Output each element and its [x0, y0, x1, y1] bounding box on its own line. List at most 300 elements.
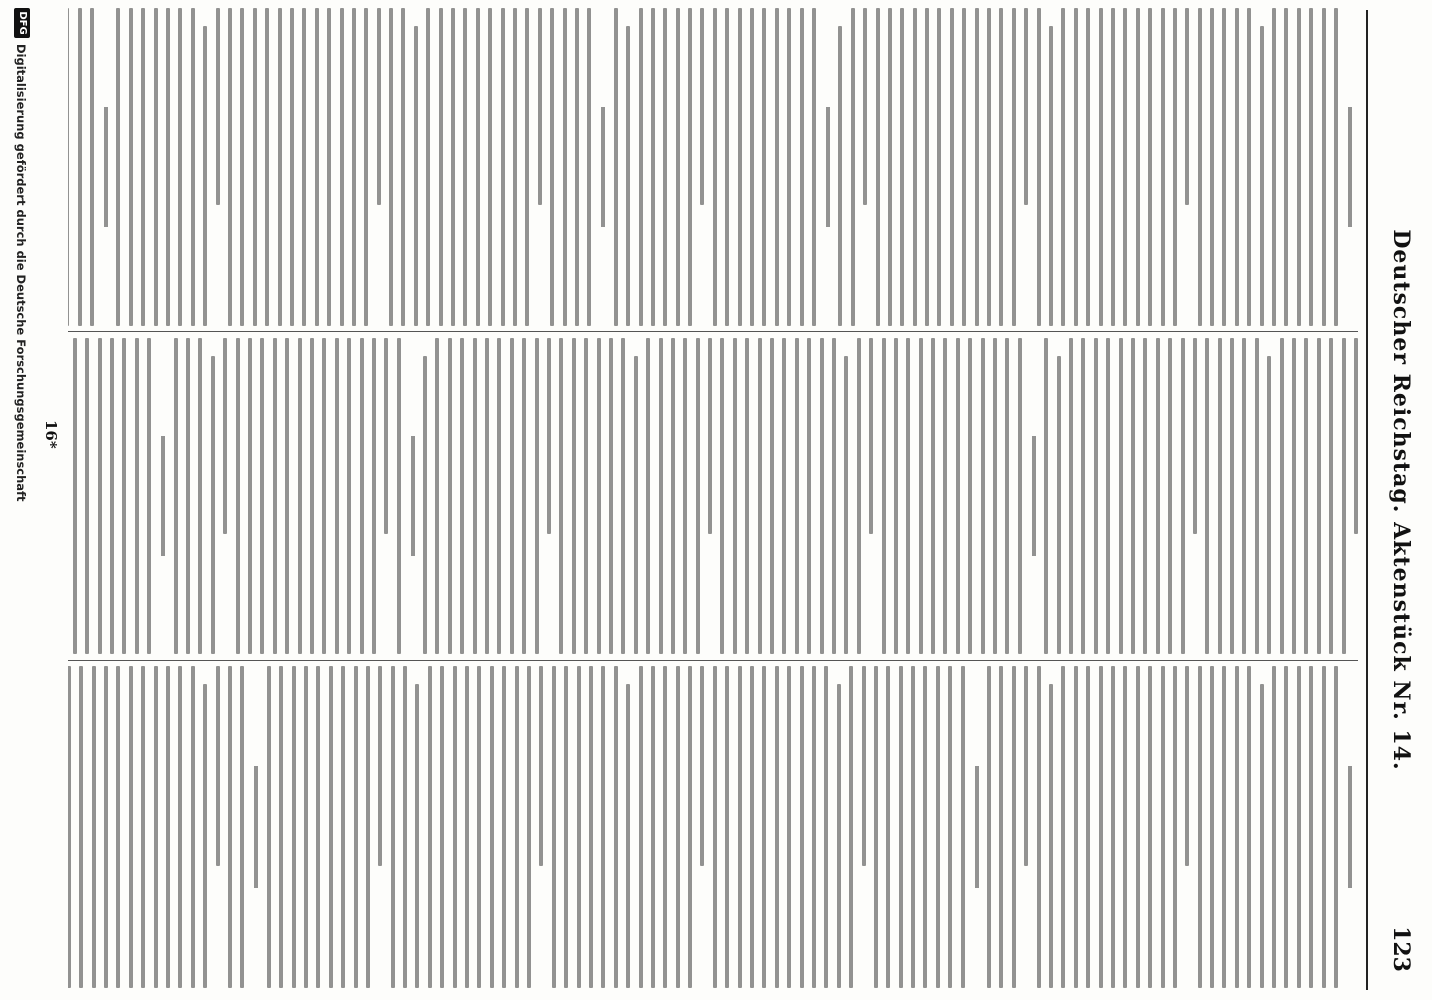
text-line-placeholder [166, 666, 170, 988]
text-line-placeholder [1218, 338, 1222, 654]
text-line-placeholder [713, 8, 717, 326]
text-line-placeholder [525, 8, 529, 326]
text-line-placeholder [820, 338, 824, 654]
text-line-placeholder [968, 338, 972, 654]
text-line-placeholder [899, 666, 903, 988]
text-line-placeholder [463, 8, 467, 326]
text-line-placeholder [154, 8, 158, 326]
text-line-placeholder [1131, 338, 1135, 654]
text-line-placeholder [490, 666, 494, 988]
text-line-placeholder [290, 8, 294, 326]
dfg-logo: DFG [14, 8, 30, 38]
section-heading-placeholder [601, 107, 605, 228]
text-line-placeholder [329, 666, 333, 988]
text-line-placeholder [683, 338, 687, 654]
text-line-placeholder [1037, 8, 1041, 326]
text-line-placeholder [869, 338, 873, 534]
text-line-placeholder [372, 338, 376, 654]
text-line-placeholder [397, 338, 401, 654]
text-line-placeholder [240, 666, 244, 988]
text-line-placeholder [863, 8, 867, 205]
section-heading-placeholder [161, 436, 165, 556]
text-line-placeholder [1074, 8, 1078, 326]
text-line-placeholder [166, 8, 170, 326]
text-line-placeholder [1057, 356, 1061, 654]
section-heading-placeholder [1032, 436, 1036, 556]
text-line-placeholder [1099, 8, 1103, 326]
text-line-placeholder [1272, 8, 1276, 326]
section-heading-placeholder [104, 107, 108, 228]
text-line-placeholder [563, 8, 567, 326]
text-line-placeholder [837, 684, 841, 988]
text-line-placeholder [216, 8, 220, 205]
text-line-placeholder [1292, 338, 1296, 654]
text-line-placeholder [98, 338, 102, 654]
text-line-placeholder [671, 338, 675, 654]
text-line-placeholder [1119, 338, 1123, 654]
text-line-placeholder [886, 666, 890, 988]
text-line-placeholder [310, 338, 314, 654]
text-line-placeholder [931, 338, 935, 654]
text-line-placeholder [515, 666, 519, 988]
text-line-placeholder [460, 338, 464, 654]
text-line-placeholder [770, 338, 774, 654]
text-line-placeholder [285, 338, 289, 654]
text-line-placeholder [279, 666, 283, 988]
text-line-placeholder [876, 8, 880, 326]
text-line-placeholder [626, 26, 630, 326]
text-line-placeholder [626, 684, 630, 988]
text-line-placeholder [1173, 666, 1177, 988]
text-line-placeholder [688, 8, 692, 326]
text-line-placeholder [1334, 666, 1338, 988]
text-line-placeholder [787, 666, 791, 988]
text-line-placeholder [68, 666, 71, 988]
text-line-placeholder [924, 666, 928, 988]
text-line-placeholder [1342, 338, 1346, 654]
text-line-placeholder [316, 666, 320, 988]
text-line-placeholder [228, 8, 232, 326]
text-line-placeholder [141, 666, 145, 988]
text-line-placeholder [999, 666, 1003, 988]
text-line-placeholder [1222, 666, 1226, 988]
text-line-placeholder [1173, 8, 1177, 326]
text-line-placeholder [961, 666, 965, 988]
text-line-placeholder [502, 666, 506, 988]
text-line-placeholder [341, 666, 345, 988]
text-line-placeholder [733, 338, 737, 654]
text-line-placeholder [340, 8, 344, 326]
text-line-placeholder [849, 666, 853, 988]
text-line-placeholder [720, 338, 724, 654]
text-line-placeholder [838, 26, 842, 326]
text-line-placeholder [141, 8, 145, 326]
text-line-placeholder [614, 8, 618, 326]
text-line-placeholder [453, 666, 457, 988]
text-line-placeholder [174, 338, 178, 654]
text-line-placeholder [123, 338, 127, 654]
text-line-placeholder [191, 8, 195, 326]
text-line-placeholder [775, 8, 779, 326]
text-line-placeholder [378, 666, 382, 866]
text-line-placeholder [725, 8, 729, 326]
text-line-placeholder [1235, 8, 1239, 326]
signature-mark: 16* [42, 420, 60, 449]
text-line-placeholder [1037, 666, 1041, 988]
text-line-placeholder [1297, 666, 1301, 988]
text-line-placeholder [364, 8, 368, 326]
text-line-placeholder [1148, 666, 1152, 988]
text-line-placeholder [614, 666, 618, 988]
header-rule [1366, 10, 1368, 990]
text-line-placeholder [178, 666, 182, 988]
text-line-placeholder [377, 8, 381, 205]
text-line-placeholder [327, 8, 331, 326]
text-line-placeholder [322, 338, 326, 654]
text-line-placeholder [663, 666, 667, 988]
text-line-placeholder [1205, 338, 1209, 654]
text-line-placeholder [1222, 8, 1226, 326]
text-line-placeholder [750, 8, 754, 326]
text-line-placeholder [762, 666, 766, 988]
text-line-placeholder [913, 8, 917, 326]
text-line-placeholder [900, 8, 904, 326]
text-line-placeholder [451, 8, 455, 326]
text-line-placeholder [440, 666, 444, 988]
text-line-placeholder [987, 666, 991, 988]
column-divider [68, 660, 1358, 661]
text-line-placeholder [575, 8, 579, 326]
text-line-placeholder [1354, 338, 1358, 534]
text-column-right [68, 666, 1358, 988]
text-line-placeholder [539, 666, 543, 866]
text-line-placeholder [800, 8, 804, 326]
text-line-placeholder [601, 666, 605, 988]
text-line-placeholder [851, 8, 855, 326]
text-line-placeholder [423, 356, 427, 654]
text-line-placeholder [110, 338, 114, 654]
text-line-placeholder [1168, 338, 1172, 654]
column-divider [68, 331, 1358, 332]
text-line-placeholder [1049, 684, 1053, 988]
text-line-placeholder [787, 8, 791, 326]
text-line-placeholder [278, 8, 282, 326]
text-line-placeholder [738, 666, 742, 988]
text-line-placeholder [1210, 666, 1214, 988]
text-line-placeholder [646, 338, 650, 654]
text-line-placeholder [236, 338, 240, 654]
text-line-placeholder [688, 666, 692, 988]
text-line-placeholder [800, 666, 804, 988]
text-line-placeholder [874, 666, 878, 988]
section-heading-placeholder [1348, 766, 1352, 888]
text-line-placeholder [265, 8, 269, 326]
text-line-placeholder [538, 8, 542, 205]
text-line-placeholder [73, 338, 77, 654]
text-line-placeholder [738, 8, 742, 326]
text-line-placeholder [360, 338, 364, 654]
text-line-placeholder [700, 8, 704, 205]
text-line-placeholder [572, 338, 576, 654]
text-line-placeholder [1304, 338, 1308, 654]
text-line-placeholder [1322, 8, 1326, 326]
text-line-placeholder [981, 338, 985, 654]
text-line-placeholder [104, 666, 108, 988]
text-line-placeholder [676, 666, 680, 988]
text-line-placeholder [584, 338, 588, 654]
text-line-placeholder [1185, 666, 1189, 866]
text-line-placeholder [117, 666, 121, 988]
header-title: Deutscher Reichstag. Aktenstück Nr. 14. [1388, 229, 1414, 771]
text-line-placeholder [993, 338, 997, 654]
text-line-placeholder [919, 338, 923, 654]
text-line-placeholder [501, 8, 505, 326]
text-line-placeholder [1247, 666, 1251, 988]
text-line-placeholder [857, 338, 861, 654]
text-line-placeholder [1018, 338, 1022, 654]
text-line-placeholder [129, 8, 133, 326]
text-line-placeholder [1024, 666, 1028, 866]
text-line-placeholder [1284, 8, 1288, 326]
text-line-placeholder [1235, 666, 1239, 988]
section-heading-placeholder [975, 766, 979, 888]
text-line-placeholder [651, 8, 655, 326]
text-line-placeholder [85, 338, 89, 654]
text-line-placeholder [1136, 666, 1140, 988]
text-column-left [68, 8, 1358, 326]
text-line-placeholder [1309, 8, 1313, 326]
text-line-placeholder [862, 666, 866, 866]
text-line-placeholder [211, 356, 215, 654]
text-line-placeholder [1198, 666, 1202, 988]
text-line-placeholder [1094, 338, 1098, 654]
text-line-placeholder [273, 338, 277, 654]
text-line-placeholder [1297, 8, 1301, 326]
text-line-placeholder [559, 338, 563, 654]
text-line-placeholder [609, 338, 613, 654]
text-line-placeholder [426, 8, 430, 326]
text-line-placeholder [1309, 666, 1313, 988]
text-line-placeholder [354, 666, 358, 988]
text-line-placeholder [90, 8, 94, 326]
text-line-placeholder [485, 338, 489, 654]
text-line-placeholder [78, 8, 82, 326]
text-line-placeholder [1005, 338, 1009, 654]
text-line-placeholder [807, 338, 811, 654]
text-line-placeholder [944, 338, 948, 654]
text-line-placeholder [428, 666, 432, 988]
text-line-placeholder [758, 338, 762, 654]
text-line-placeholder [812, 666, 816, 988]
text-line-placeholder [403, 666, 407, 988]
text-line-placeholder [696, 338, 700, 654]
text-line-placeholder [956, 338, 960, 654]
text-line-placeholder [1106, 338, 1110, 654]
text-line-placeholder [510, 338, 514, 654]
text-line-placeholder [962, 8, 966, 326]
text-line-placeholder [117, 8, 121, 326]
text-line-placeholder [948, 666, 952, 988]
text-line-placeholder [1012, 666, 1016, 988]
text-line-placeholder [228, 666, 232, 988]
text-line-placeholder [315, 8, 319, 326]
text-line-placeholder [216, 666, 220, 866]
running-header [1368, 0, 1424, 1000]
text-line-placeholder [795, 338, 799, 654]
text-line-placeholder [391, 666, 395, 988]
text-line-placeholder [589, 666, 593, 988]
text-line-placeholder [92, 666, 96, 988]
text-line-placeholder [713, 666, 717, 988]
text-line-placeholder [1111, 666, 1115, 988]
text-column-middle [68, 338, 1358, 654]
text-line-placeholder [154, 666, 158, 988]
text-line-placeholder [639, 666, 643, 988]
text-line-placeholder [1230, 338, 1234, 654]
text-line-placeholder [513, 8, 517, 326]
text-line-placeholder [1156, 338, 1160, 654]
text-line-placeholder [415, 684, 419, 988]
text-line-placeholder [203, 26, 207, 326]
text-line-placeholder [950, 8, 954, 326]
text-line-placeholder [476, 8, 480, 326]
text-line-placeholder [1255, 338, 1259, 654]
text-line-placeholder [439, 8, 443, 326]
text-line-placeholder [1123, 8, 1127, 326]
text-line-placeholder [651, 666, 655, 988]
text-line-placeholder [304, 666, 308, 988]
text-line-placeholder [1284, 666, 1288, 988]
text-line-placeholder [240, 8, 244, 326]
text-line-placeholder [621, 338, 625, 654]
text-line-placeholder [535, 338, 539, 654]
text-line-placeholder [700, 666, 704, 866]
digitization-credit: Digitalisierung gefördert durch die Deutsche Forschungsgemeinschaft [14, 44, 28, 502]
text-line-placeholder [564, 666, 568, 988]
text-line-placeholder [1329, 338, 1333, 654]
text-line-placeholder [335, 338, 339, 654]
page-number: 123 [1388, 926, 1414, 972]
text-line-placeholder [634, 356, 638, 654]
text-line-placeholder [135, 338, 139, 654]
text-line-placeholder [550, 8, 554, 326]
text-line-placeholder [1181, 338, 1185, 654]
text-line-placeholder [1143, 338, 1147, 654]
text-line-placeholder [1260, 26, 1264, 326]
text-line-placeholder [745, 338, 749, 654]
text-line-placeholder [389, 8, 393, 326]
text-line-placeholder [384, 338, 388, 534]
text-line-placeholder [68, 8, 69, 326]
text-line-placeholder [191, 666, 195, 988]
text-line-placeholder [1198, 8, 1202, 326]
text-line-placeholder [1267, 356, 1271, 654]
text-line-placeholder [1161, 8, 1165, 326]
text-line-placeholder [1210, 8, 1214, 326]
text-line-placeholder [1081, 338, 1085, 654]
text-line-placeholder [1185, 8, 1189, 205]
text-line-placeholder [659, 338, 663, 654]
text-line-placeholder [812, 8, 816, 326]
text-line-placeholder [1322, 666, 1326, 988]
section-heading-placeholder [411, 436, 415, 556]
text-line-placeholder [987, 8, 991, 326]
text-line-placeholder [465, 666, 469, 988]
text-line-placeholder [1272, 666, 1276, 988]
text-line-placeholder [547, 338, 551, 534]
text-line-placeholder [1280, 338, 1284, 654]
text-line-placeholder [198, 338, 202, 654]
text-line-placeholder [762, 8, 766, 326]
text-line-placeholder [1086, 666, 1090, 988]
text-line-placeholder [1111, 8, 1115, 326]
text-line-placeholder [552, 666, 556, 988]
text-line-placeholder [1148, 8, 1152, 326]
text-line-placeholder [186, 338, 190, 654]
text-line-placeholder [147, 338, 151, 654]
text-line-placeholder [832, 338, 836, 654]
text-line-placeholder [347, 338, 351, 654]
text-line-placeholder [894, 338, 898, 654]
text-line-placeholder [129, 666, 133, 988]
text-line-placeholder [1242, 338, 1246, 654]
text-line-placeholder [708, 338, 712, 534]
text-line-placeholder [1061, 8, 1065, 326]
text-line-placeholder [527, 666, 531, 988]
text-line-placeholder [999, 8, 1003, 326]
text-line-placeholder [925, 8, 929, 326]
text-line-placeholder [782, 338, 786, 654]
text-line-placeholder [1260, 684, 1264, 988]
text-line-placeholder [435, 338, 439, 654]
text-line-placeholder [888, 8, 892, 326]
text-line-placeholder [577, 666, 581, 988]
text-line-placeholder [1049, 26, 1053, 326]
text-line-placeholder [298, 338, 302, 654]
text-line-placeholder [775, 666, 779, 988]
text-line-placeholder [824, 666, 828, 988]
text-line-placeholder [911, 666, 915, 988]
text-line-placeholder [473, 338, 477, 654]
text-line-placeholder [267, 666, 271, 988]
text-line-placeholder [1193, 338, 1197, 534]
section-heading-placeholder [1348, 107, 1352, 228]
text-line-placeholder [725, 666, 729, 988]
text-line-placeholder [302, 8, 306, 326]
text-line-placeholder [587, 8, 591, 326]
text-line-placeholder [938, 8, 942, 326]
text-line-placeholder [1123, 666, 1127, 988]
text-line-placeholder [1136, 8, 1140, 326]
text-line-placeholder [844, 356, 848, 654]
section-heading-placeholder [254, 766, 258, 888]
text-line-placeholder [676, 8, 680, 326]
text-line-placeholder [1069, 338, 1073, 654]
text-line-placeholder [414, 26, 418, 326]
text-line-placeholder [79, 666, 83, 988]
text-line-placeholder [497, 338, 501, 654]
text-line-placeholder [401, 8, 405, 326]
text-line-placeholder [178, 8, 182, 326]
text-line-placeholder [522, 338, 526, 654]
text-line-placeholder [597, 338, 601, 654]
text-line-placeholder [1024, 8, 1028, 205]
text-line-placeholder [639, 8, 643, 326]
text-line-placeholder [366, 666, 370, 988]
text-line-placeholder [1074, 666, 1078, 988]
text-line-placeholder [663, 8, 667, 326]
text-line-placeholder [936, 666, 940, 988]
